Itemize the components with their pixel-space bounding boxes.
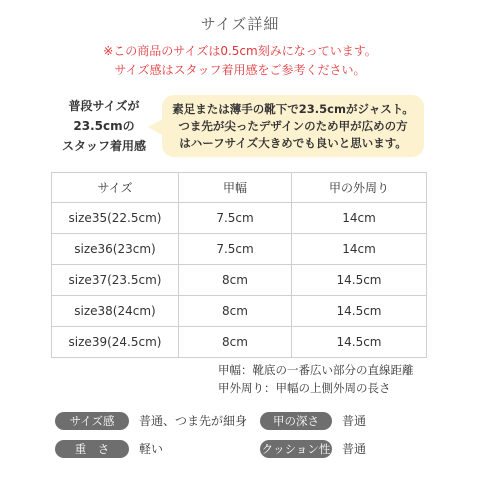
staff-label: [48, 96, 160, 156]
staff-line: スタッフ着用感: [61, 139, 146, 153]
table-row: [52, 327, 427, 358]
speech-bubble: [162, 95, 424, 157]
footnote-instep-girth: 甲外周り：甲幅の上側外周の長さ: [218, 381, 391, 395]
table-cell: 14cm: [292, 234, 427, 265]
spec-tag-size-feel: サイズ感: [55, 412, 129, 430]
table-cell: 14cm: [292, 203, 427, 234]
table-cell: 14.5cm: [292, 296, 427, 327]
staff-line: 普段サイズが: [68, 99, 140, 113]
spec-tag-instep-depth: 甲の深さ: [260, 412, 332, 430]
table-cell: size35(22.5cm): [52, 203, 179, 234]
staff-line: 23.5cmの: [73, 119, 135, 133]
table-cell: 7.5cm: [179, 203, 292, 234]
table-cell: 8cm: [179, 265, 292, 296]
notice-line-1: ※この商品のサイズは0.5cm刻みになっています。: [103, 44, 377, 58]
header-size: サイズ: [52, 173, 179, 203]
table-cell: size37(23.5cm): [52, 265, 179, 296]
table-cell: 8cm: [179, 327, 292, 358]
table-row: [52, 265, 427, 296]
table-header-row: [52, 173, 427, 203]
table-cell: 14.5cm: [292, 327, 427, 358]
spec-value-instep-depth: 普通: [342, 414, 367, 428]
header-instep-girth: 甲の外周り: [292, 173, 427, 203]
bubble-line: はハーフサイズ大きめでも良いと思います。: [179, 136, 407, 150]
table-cell: 14.5cm: [292, 265, 427, 296]
table-cell: 7.5cm: [179, 234, 292, 265]
table-cell: size39(24.5cm): [52, 327, 179, 358]
table-cell: size36(23cm): [52, 234, 179, 265]
table-cell: size38(24cm): [52, 296, 179, 327]
size-table: [51, 172, 427, 358]
table-row: [52, 296, 427, 327]
notice-line-2: サイズ感はスタッフ着用感をご参考ください。: [114, 63, 366, 77]
table-cell: 8cm: [179, 296, 292, 327]
bubble-line: つま先が尖ったデザインのため甲が広めの方: [178, 119, 408, 133]
footnote-instep-width: 甲幅：靴底の一番広い部分の直線距離: [218, 363, 414, 377]
spec-value-weight: 軽い: [139, 442, 164, 456]
header-instep-width: 甲幅: [179, 173, 292, 203]
spec-value-size-feel: 普通、つま先が細身: [139, 414, 248, 428]
table-row: [52, 234, 427, 265]
page-title: サイズ詳細: [200, 15, 280, 33]
bubble-line: 素足または薄手の靴下で23.5cmがジャスト。: [172, 102, 414, 116]
table-row: [52, 203, 427, 234]
spec-value-cushioning: 普通: [342, 442, 367, 456]
spec-tag-cushioning: クッション性: [261, 442, 331, 456]
spec-tag-weight: 重 さ: [55, 440, 129, 458]
